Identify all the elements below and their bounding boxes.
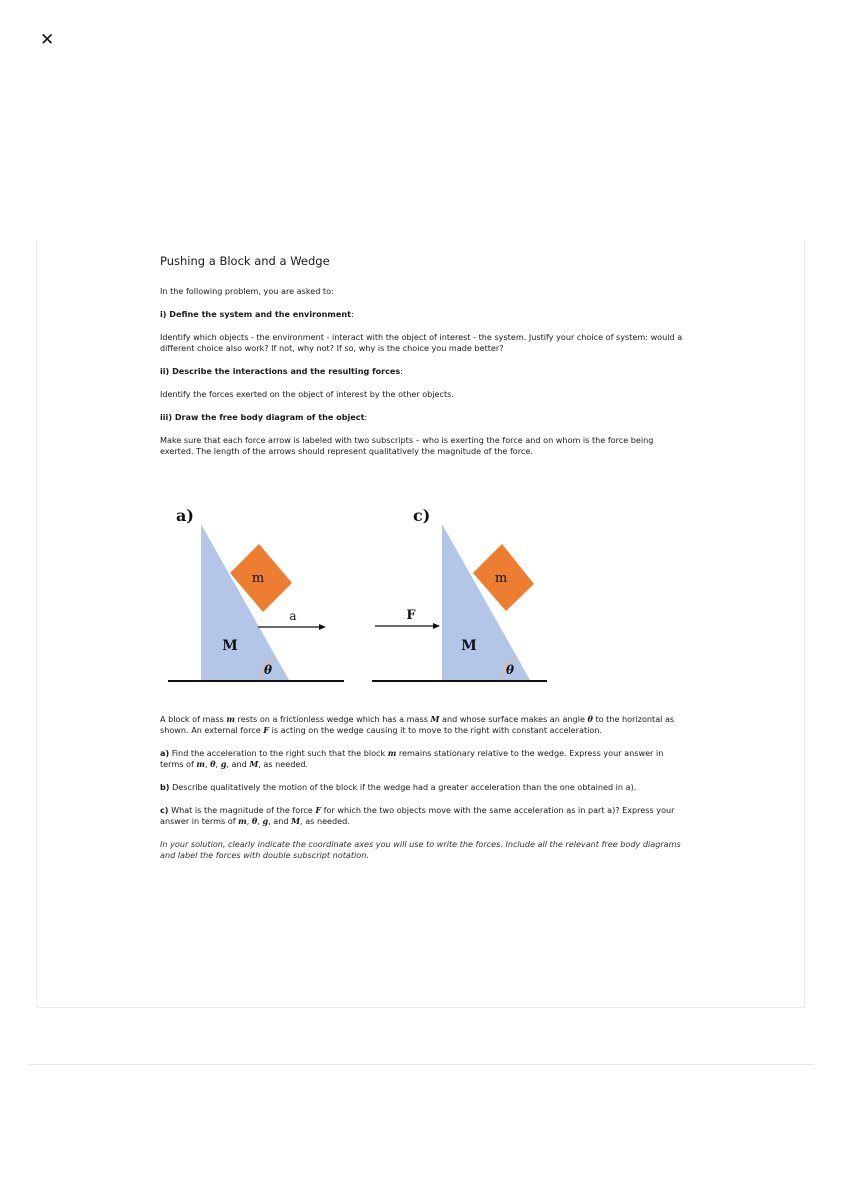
accel-arrowhead	[319, 624, 326, 630]
block-label-left: m	[251, 571, 265, 586]
step3-heading: iii) Draw the free body diagram of the object:	[160, 412, 368, 422]
step1-heading: i) Define the system and the environment:	[160, 309, 354, 319]
wedge-label-right: M	[461, 638, 477, 654]
question-a: a) Find the acceleration to the right such that the block m remains stationary relative to the wedge. Express your answer in terms of m, θ, g, and M, as needed.	[160, 748, 664, 769]
step2-heading: ii) Describe the interactions and the resulting forces:	[160, 366, 403, 376]
step3-text: Make sure that each force arrow is labeled with two subscripts – who is exerting the force and on whom is the force being exerted. The length of the arrows should represent qualitatively the magnitude of the force.	[160, 435, 654, 456]
block-label-right: m	[494, 571, 508, 586]
page-title: Pushing a Block and a Wedge	[160, 254, 330, 268]
question-b: b) Describe qualitatively the motion of the block if the wedge had a greater acceleration than the one obtained in a).	[160, 782, 637, 792]
question-c: c) What is the magnitude of the force F for which the two objects move with the same acceleration as in part a)? Express your answer in terms of m, θ, g, and M, as needed.	[160, 805, 675, 826]
step2-text: Identify the forces exerted on the object of interest by the other objects.	[160, 389, 454, 399]
force-arrowhead	[433, 623, 440, 629]
wedge-figure	[160, 498, 560, 693]
solution-note: In your solution, clearly indicate the coordinate axes you will use to write the forces. Include all the relevant free body diagrams and label the forces with double subscript notation.	[160, 839, 681, 860]
problem-statement	[160, 714, 685, 873]
intro-text: In the following problem, you are asked to:	[160, 286, 334, 296]
wedge-label-left: M	[222, 638, 238, 654]
panel-c-label: c)	[413, 506, 431, 525]
problem-content	[160, 254, 685, 469]
problem-description: A block of mass m rests on a frictionless wedge which has a mass M and whose surface makes an angle θ to the horizontal as shown. An external force F is acting on the wedge causing it to move to the right with constant acceleration.	[160, 714, 675, 735]
close-icon[interactable]: ✕	[40, 30, 55, 50]
force-label: F	[406, 608, 416, 623]
panel-a-label: a)	[176, 506, 194, 525]
wedge-right	[442, 524, 530, 680]
angle-label-right: θ	[505, 663, 515, 677]
wedge-left	[201, 524, 289, 680]
angle-label-left: θ	[263, 663, 273, 677]
step1-text: Identify which objects - the environment - interact with the object of interest - the system. Justify your choice of system: would a different choice also work? If not, why not? If so, why is the choice you made better?	[160, 332, 683, 353]
wedge-diagram-svg	[160, 498, 560, 693]
page-divider	[28, 1064, 814, 1065]
accel-label: a	[289, 609, 297, 623]
